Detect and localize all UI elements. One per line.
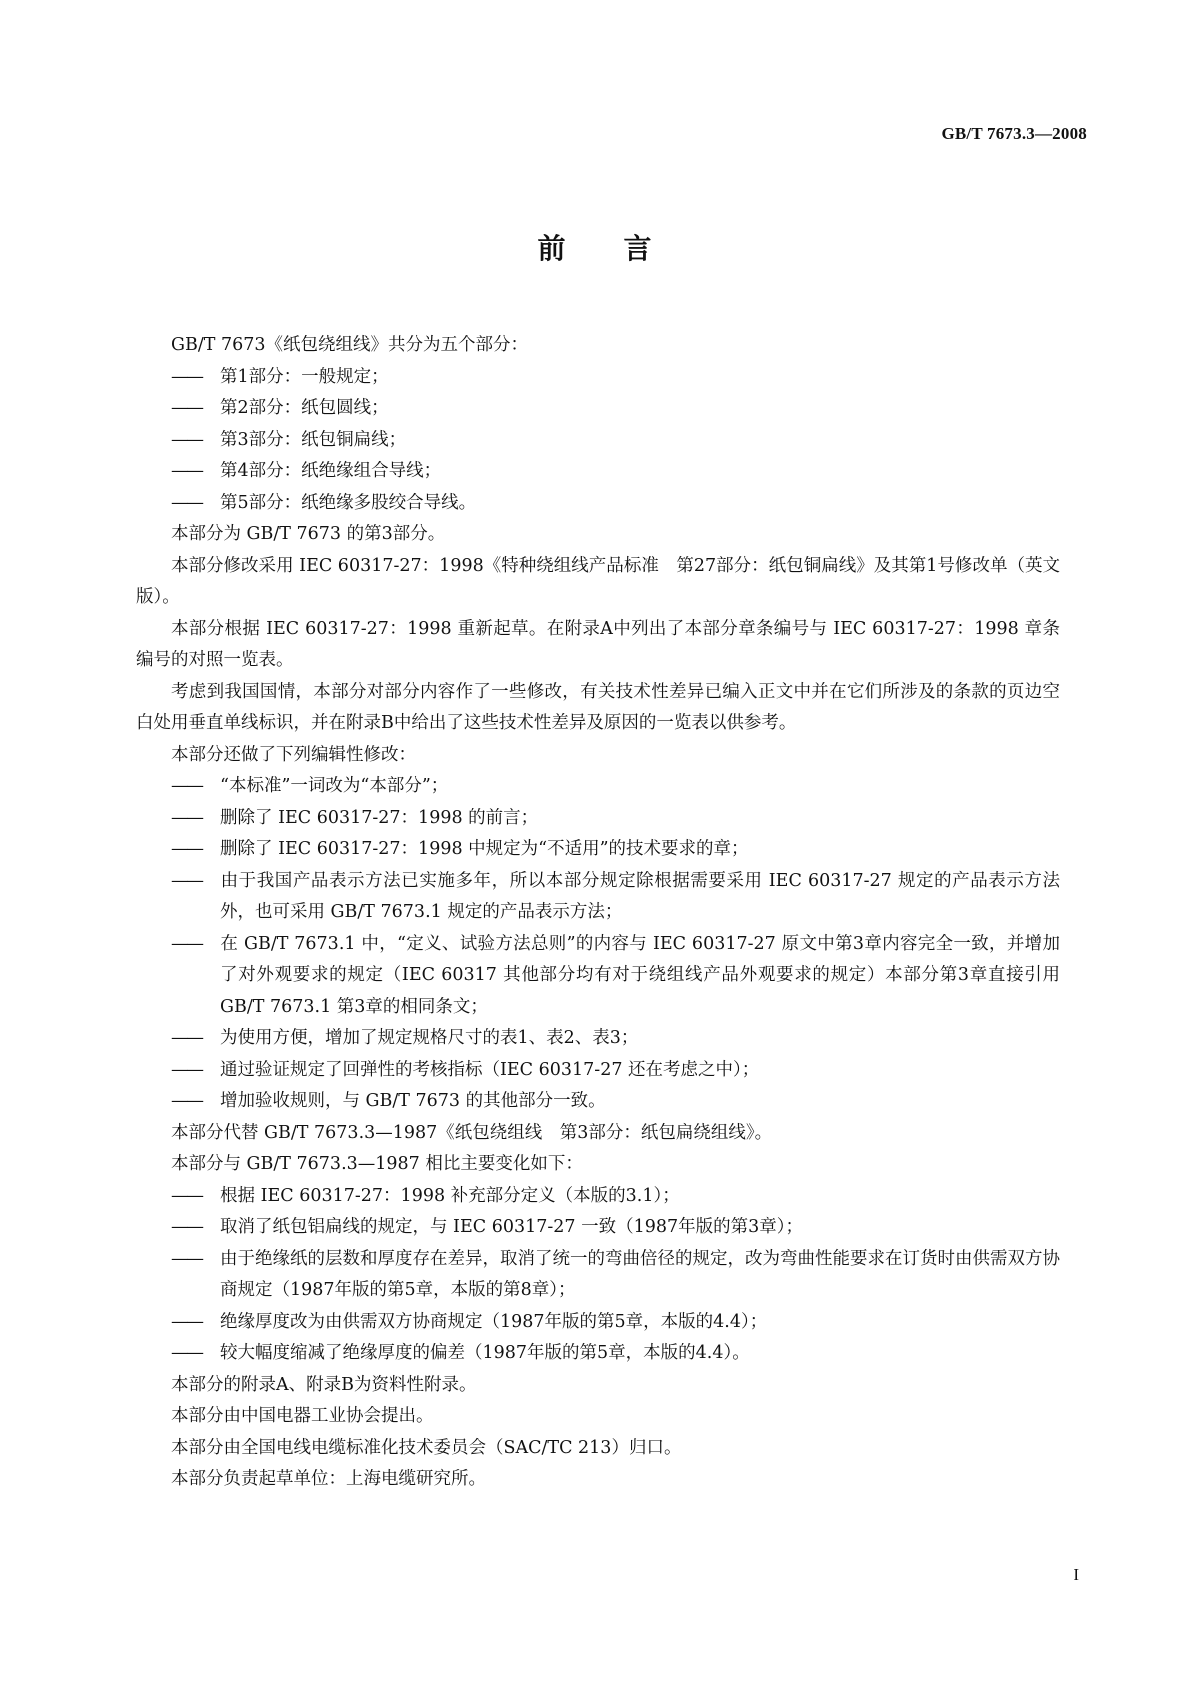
paragraph-national: 考虑到我国国情，本部分对部分内容作了一些修改，有关技术性差异已编入正文中并在它们所涉及的条款的页边空白处用垂直单线标识，并在附录B中给出了这些技术性差异及原因的一览表以供参考。 [136,681,1060,733]
list-item: —— 为使用方便，增加了规定规格尺寸的表1、表2、表3； [136,1023,1060,1055]
list-item: —— 由于绝缘纸的层数和厚度存在差异，取消了统一的弯曲倍径的规定，改为弯曲性能要求在订货时由供需双方协商规定（1987年版的第5章，本版的第8章）； [136,1244,1060,1307]
list-item: —— 较大幅度缩减了绝缘厚度的偏差（1987年版的第5章，本版的4.4）。 [136,1338,1060,1370]
list-item: —— 绝缘厚度改为由供需双方协商规定（1987年版的第5章，本版的4.4）； [136,1307,1060,1339]
paragraph-modified: 本部分修改采用 IEC 60317-27：1998《特种绕组线产品标准 第27部分：纸包铜扁线》及其第1号修改单（英文版）。 [136,555,1060,607]
changes-intro: 本部分与 GB/T 7673.3—1987 相比主要变化如下： [171,1154,583,1174]
list-item: —— 第2部分：纸包圆线； [136,393,1060,425]
paragraph-redrafted: 本部分根据 IEC 60317-27：1998 重新起草。在附录A中列出了本部分章条编号与 IEC 60317-27：1998 章条编号的对照一览表。 [136,618,1060,670]
list-item: —— 第5部分：纸绝缘多股绞合导线。 [136,488,1060,520]
list-item: —— 第1部分：一般规定； [136,362,1060,394]
editorial-intro: 本部分还做了下列编辑性修改： [171,744,416,765]
standard-code: GB/T 7673.3—2008 [941,124,1087,143]
list-item: —— 删除了 IEC 60317-27：1998 中规定为“不适用”的技术要求的章； [136,834,1060,866]
list-item: —— 由于我国产品表示方法已实施多年，所以本部分规定除根据需要采用 IEC 60317-27 规定的产品表示方法外，也可采用 GB/T 7673.1 规定的产品表示方法； [136,866,1060,929]
paragraph-proposed: 本部分由中国电器工业协会提出。 [171,1406,434,1426]
page-title-char-2: 言 [623,232,654,265]
list-item: —— “本标准”一词改为“本部分”； [136,771,1060,803]
list-item: —— 通过验证规定了回弹性的考核指标（IEC 60317-27 还在考虑之中）； [136,1055,1060,1087]
paragraph-replaces: 本部分代替 GB/T 7673.3—1987《纸包绕组线 第3部分：纸包扁绕组线》。 [171,1122,773,1143]
list-item: —— 第4部分：纸绝缘组合导线； [136,456,1060,488]
list-item: —— 根据 IEC 60317-27：1998 补充部分定义（本版的3.1）； [136,1181,1060,1213]
list-item: —— 删除了 IEC 60317-27：1998 的前言； [136,803,1060,835]
list-item: —— 第3部分：纸包铜扁线； [136,425,1060,457]
page-number: I [1073,1565,1079,1584]
paragraph-annex: 本部分的附录A、附录B为资料性附录。 [171,1374,477,1395]
paragraph-drafter: 本部分负责起草单位：上海电缆研究所。 [171,1469,486,1489]
list-item: —— 增加验收规则，与 GB/T 7673 的其他部分一致。 [136,1086,1060,1118]
list-item: —— 在 GB/T 7673.1 中，“定义、试验方法总则”的内容与 IEC 60317-27 原文中第3章内容完全一致，并增加了对外观要求的规定（IEC 60317 其他部分均有对于绕组线产品外观要求的规定）本部分第3章直接引用 GB/T 7673.1 第3章的相同条文； [136,929,1060,1024]
page-title-char-1: 前 [537,232,568,265]
parts-intro: GB/T 7673《纸包绕组线》共分为五个部分： [171,335,529,355]
page-title [0,227,1191,267]
foreword-body [136,330,1060,1496]
list-item: —— 取消了纸包铝扁线的规定，与 IEC 60317-27 一致（1987年版的第3章）； [136,1212,1060,1244]
paragraph-part-of: 本部分为 GB/T 7673 的第3部分。 [171,524,446,544]
paragraph-centralized: 本部分由全国电线电缆标准化技术委员会（SAC/TC 213）归口。 [171,1437,682,1458]
